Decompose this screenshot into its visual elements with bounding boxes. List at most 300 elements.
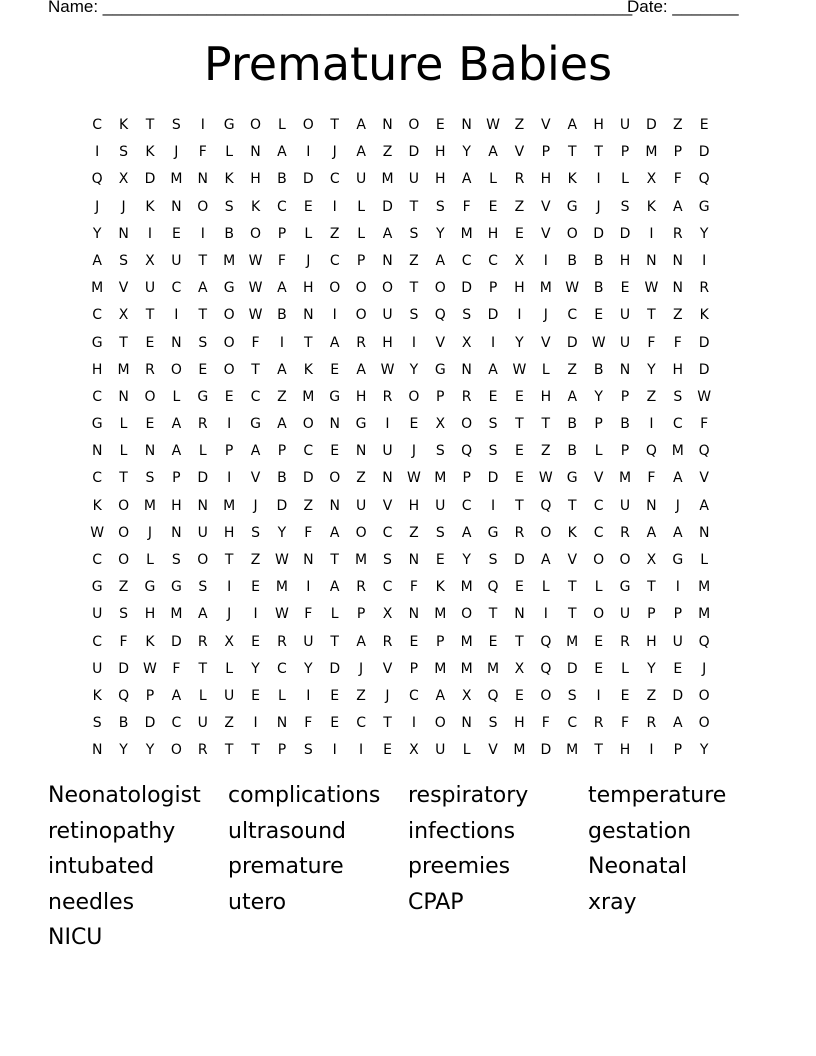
grid-letter: Y [304, 660, 313, 677]
grid-letter: E [251, 633, 260, 650]
grid-letter: G [434, 361, 446, 378]
grid-letter: P [673, 606, 683, 623]
grid-row [84, 656, 744, 683]
grid-letter: A [171, 443, 182, 460]
grid-letter: W [275, 606, 289, 623]
grid-letter: P [673, 144, 683, 161]
grid-letter: C [92, 388, 103, 405]
grid-letter: N [355, 443, 367, 460]
grid-letter: A [461, 524, 472, 541]
grid-letter: B [118, 715, 129, 732]
grid-letter: Z [329, 225, 340, 242]
grid-letter: F [277, 252, 286, 269]
grid-letter: Y [647, 361, 656, 378]
grid-letter: M [487, 660, 500, 677]
grid-letter: D [144, 171, 156, 188]
word-list-item: ultrasound [228, 818, 346, 844]
grid-letter: A [329, 334, 340, 351]
grid-letter: T [224, 742, 234, 759]
grid-letter: M [460, 633, 473, 650]
grid-letter: H [355, 388, 367, 405]
grid-letter: A [461, 171, 472, 188]
grid-letter: F [620, 715, 630, 732]
grid-letter: A [356, 117, 366, 133]
grid-letter: Q [540, 497, 552, 514]
grid-letter: S [488, 416, 498, 433]
grid-letter: O [540, 687, 552, 704]
grid-letter: U [619, 497, 631, 514]
grid-letter: L [621, 660, 629, 677]
grid-letter: N [171, 524, 182, 541]
grid-letter: M [223, 497, 236, 514]
grid-letter: T [145, 117, 155, 133]
grid-letter: S [620, 198, 630, 215]
grid-letter: L [119, 443, 128, 460]
grid-letter: Y [647, 660, 656, 677]
grid-letter: W [275, 552, 289, 568]
date-field-label: Date: _______ [627, 0, 739, 16]
grid-letter: E [145, 416, 155, 433]
grid-letter: W [565, 280, 580, 297]
grid-letter: V [541, 225, 551, 242]
grid-letter: O [197, 198, 209, 215]
grid-letter: O [593, 552, 605, 568]
grid-letter: A [382, 225, 393, 242]
grid-letter: K [250, 198, 261, 215]
grid-letter: P [620, 388, 630, 405]
grid-letter: J [121, 198, 126, 215]
grid-letter: I [279, 334, 284, 351]
grid-letter: L [198, 443, 207, 460]
grid-letter: L [198, 687, 207, 704]
grid-row [84, 166, 744, 193]
grid-letter: L [541, 361, 550, 378]
grid-letter: Q [487, 579, 499, 596]
grid-letter: Y [251, 660, 260, 677]
grid-letter: E [330, 715, 340, 732]
grid-letter: F [673, 171, 682, 188]
grid-letter: X [646, 171, 657, 188]
grid-letter: Z [514, 117, 525, 133]
grid-letter: S [488, 443, 498, 460]
grid-letter: U [619, 117, 631, 133]
grid-letter: R [620, 524, 630, 541]
grid-letter: T [567, 579, 577, 596]
grid-letter: S [435, 524, 445, 541]
grid-letter: M [434, 606, 447, 623]
grid-letter: Z [514, 198, 525, 215]
grid-letter: I [227, 416, 232, 433]
grid-letter: R [514, 171, 525, 188]
grid-letter: R [593, 715, 604, 732]
grid-letter: O [619, 552, 631, 568]
grid-letter: M [698, 606, 711, 623]
grid-letter: A [197, 606, 208, 623]
grid-letter: J [227, 606, 232, 623]
grid-letter: T [251, 742, 260, 759]
word-list-item: CPAP [408, 889, 464, 915]
grid-letter: E [171, 225, 181, 242]
grid-letter: Y [145, 742, 155, 759]
grid-letter: T [647, 579, 656, 596]
grid-letter: H [223, 524, 235, 541]
grid-letter: N [408, 606, 420, 623]
grid-letter: S [171, 117, 181, 133]
grid-letter: E [435, 552, 445, 568]
grid-letter: V [699, 470, 709, 487]
grid-letter: W [538, 470, 553, 487]
grid-letter: L [594, 579, 603, 596]
grid-letter: C [303, 443, 314, 460]
grid-letter: H [487, 225, 499, 242]
grid-letter: O [593, 606, 605, 623]
grid-letter: I [649, 742, 654, 759]
grid-letter: W [90, 524, 105, 541]
grid-letter: W [591, 334, 606, 351]
grid-letter: W [248, 280, 263, 297]
grid-letter: Z [250, 552, 261, 568]
grid-letter: P [620, 443, 630, 460]
word-list-item: Neonatologist [48, 783, 201, 808]
grid-letter: H [144, 606, 156, 623]
grid-letter: B [593, 252, 604, 269]
word-list-item: preemies [408, 854, 511, 880]
grid-letter: Y [594, 388, 603, 405]
grid-letter: T [515, 497, 524, 514]
grid-letter: E [330, 361, 340, 378]
grid-letter: R [197, 633, 208, 650]
grid-letter: D [170, 633, 182, 650]
grid-letter: P [356, 252, 366, 269]
grid-letter: B [277, 307, 287, 324]
grid-letter: T [119, 470, 128, 487]
grid-letter: N [144, 443, 156, 460]
grid-letter: C [488, 252, 498, 269]
grid-letter: O [698, 715, 710, 732]
grid-letter: O [223, 334, 235, 351]
grid-letter: C [382, 524, 393, 541]
grid-letter: C [92, 307, 103, 324]
grid-letter: G [566, 198, 578, 215]
grid-letter: T [383, 715, 392, 732]
header-line [48, 0, 739, 17]
grid-letter: A [197, 280, 208, 297]
grid-letter: Y [699, 742, 709, 759]
grid-letter: C [250, 388, 261, 405]
grid-letter: I [649, 416, 654, 433]
grid-letter: D [619, 225, 631, 242]
grid-letter: O [118, 497, 130, 514]
grid-letter: N [197, 497, 208, 514]
grid-row [84, 547, 744, 574]
grid-letter: V [593, 470, 604, 487]
grid-letter: N [171, 334, 182, 351]
grid-letter: A [567, 117, 578, 133]
grid-letter: N [461, 361, 472, 378]
grid-letter: R [197, 416, 208, 433]
grid-letter: E [488, 388, 498, 405]
grid-letter: I [200, 117, 205, 133]
grid-letter: X [409, 742, 419, 759]
grid-letter: P [436, 633, 445, 650]
word-list-item: intubated [48, 854, 155, 880]
grid-letter: C [92, 117, 103, 133]
grid-letter: M [302, 388, 315, 405]
grid-letter: J [174, 144, 179, 161]
grid-letter: D [329, 660, 341, 677]
grid-letter: S [119, 606, 129, 623]
grid-letter: B [567, 252, 578, 269]
grid-letter: I [675, 579, 680, 596]
word-list [48, 781, 768, 959]
grid-letter: Q [540, 633, 552, 650]
grid-letter: P [277, 225, 287, 242]
grid-letter: O [144, 388, 156, 405]
grid-letter: J [359, 660, 364, 677]
grid-letter: J [253, 497, 258, 514]
grid-letter: G [91, 334, 103, 351]
grid-letter: O [698, 687, 710, 704]
grid-letter: E [620, 687, 630, 704]
grid-letter: U [408, 171, 419, 188]
grid-letter: E [435, 117, 445, 133]
grid-letter: M [513, 742, 526, 759]
grid-letter: O [170, 361, 182, 378]
grid-letter: E [251, 687, 260, 704]
grid-letter: B [567, 416, 578, 433]
grid-letter: N [303, 307, 314, 324]
word-list-item: infections [408, 818, 516, 844]
grid-letter: O [250, 117, 262, 133]
grid-letter: O [118, 524, 130, 541]
grid-letter: Q [487, 687, 499, 704]
grid-letter: A [356, 633, 366, 650]
grid-letter: L [172, 388, 181, 405]
grid-letter: D [144, 715, 156, 732]
grid-letter: J [306, 252, 311, 269]
grid-letter: E [594, 307, 604, 324]
grid-letter: S [567, 687, 577, 704]
grid-letter: A [435, 687, 446, 704]
grid-letter: M [618, 470, 632, 487]
grid-letter: G [197, 388, 209, 405]
grid-letter: Q [91, 171, 103, 188]
puzzle-title: Premature Babies [203, 37, 613, 91]
grid-letter: Z [646, 388, 657, 405]
grid-letter: D [197, 470, 209, 487]
grid-letter: T [409, 280, 419, 297]
grid-letter: V [541, 198, 551, 215]
grid-letter: E [303, 198, 313, 215]
grid-letter: D [487, 307, 499, 324]
grid-letter: C [593, 497, 604, 514]
grid-letter: N [672, 252, 684, 269]
grid-letter: T [198, 660, 208, 677]
grid-letter: U [619, 334, 631, 351]
grid-letter: V [541, 117, 551, 133]
grid-letter: I [543, 606, 548, 623]
grid-letter: X [145, 252, 155, 269]
grid-letter: W [512, 361, 527, 378]
grid-letter: A [541, 552, 551, 568]
grid-letter: B [277, 470, 287, 487]
grid-letter: Z [356, 687, 366, 704]
grid-letter: F [198, 144, 207, 161]
grid-letter: X [382, 606, 393, 623]
grid-letter: O [355, 280, 367, 297]
grid-letter: M [381, 171, 394, 188]
grid-letter: N [118, 388, 129, 405]
grid-letter: X [646, 552, 657, 568]
grid-letter: E [224, 388, 234, 405]
grid-letter: H [540, 388, 552, 405]
grid-letter: I [702, 252, 707, 269]
grid-letter: C [171, 280, 182, 297]
grid-letter: G [672, 552, 684, 568]
grid-row [84, 248, 744, 275]
grid-letter: H [646, 633, 657, 650]
grid-letter: Q [698, 171, 710, 188]
grid-letter: H [514, 715, 525, 732]
grid-letter: A [488, 144, 498, 161]
grid-letter: O [223, 307, 235, 324]
word-list-item: gestation [588, 818, 692, 844]
grid-letter: Y [92, 225, 102, 242]
grid-letter: M [566, 633, 579, 650]
word-list-item: retinopathy [48, 818, 176, 844]
grid-letter: U [171, 252, 182, 269]
grid-letter: X [224, 633, 234, 650]
grid-letter: A [92, 252, 102, 269]
grid-letter: M [671, 443, 684, 460]
grid-letter: P [488, 280, 498, 297]
grid-letter: R [145, 361, 155, 378]
grid-letter: S [673, 388, 683, 405]
grid-letter: L [225, 144, 234, 161]
grid-letter: A [673, 470, 683, 487]
grid-letter: R [277, 633, 287, 650]
grid-letter: O [408, 388, 420, 405]
grid-letter: N [329, 497, 340, 514]
grid-letter: S [409, 307, 419, 324]
grid-letter: M [143, 497, 157, 514]
grid-letter: F [304, 606, 313, 623]
grid-letter: E [699, 117, 709, 133]
grid-row [84, 438, 744, 465]
grid-letter: U [619, 606, 631, 623]
grid-letter: A [277, 144, 287, 161]
grid-letter: E [515, 470, 524, 487]
grid-letter: Z [409, 252, 419, 269]
grid-letter: T [541, 416, 551, 433]
grid-letter: J [385, 687, 390, 704]
grid-letter: K [145, 144, 155, 161]
grid-letter: W [143, 660, 157, 677]
grid-letter: Z [303, 497, 314, 514]
grid-letter: X [461, 334, 472, 351]
grid-letter: C [356, 715, 366, 732]
grid-letter: R [620, 633, 630, 650]
grid-letter: N [303, 552, 314, 568]
grid-letter: B [593, 280, 604, 297]
grid-letter: T [515, 416, 524, 433]
grid-row [84, 275, 744, 302]
grid-letter: C [92, 552, 103, 568]
grid-letter: M [170, 171, 183, 188]
grid-letter: S [488, 715, 498, 732]
grid-letter: O [302, 117, 314, 133]
grid-letter: W [248, 307, 263, 324]
grid-letter: T [330, 552, 339, 568]
grid-letter: K [145, 633, 155, 650]
grid-letter: H [540, 171, 552, 188]
grid-letter: S [383, 552, 392, 568]
grid-letter: G [487, 524, 499, 541]
grid-letter: S [251, 524, 260, 541]
grid-letter: K [224, 171, 234, 188]
grid-letter: X [118, 171, 129, 188]
grid-row [84, 710, 744, 737]
grid-letter: L [594, 443, 603, 460]
grid-letter: J [95, 198, 100, 215]
grid-letter: O [355, 307, 367, 324]
grid-letter: K [92, 687, 102, 704]
grid-letter: P [172, 470, 181, 487]
grid-letter: O [118, 552, 130, 568]
grid-letter: G [329, 388, 341, 405]
grid-letter: P [277, 742, 287, 759]
grid-letter: D [593, 225, 604, 242]
grid-letter: R [197, 742, 208, 759]
grid-letter: I [306, 687, 311, 704]
grid-letter: I [95, 144, 100, 161]
grid-letter: A [329, 579, 340, 596]
grid-letter: Q [461, 443, 473, 460]
grid-row [84, 357, 744, 384]
grid-letter: Z [224, 715, 234, 732]
grid-letter: L [330, 606, 339, 623]
grid-letter: B [224, 225, 234, 242]
grid-letter: C [567, 715, 578, 732]
grid-letter: G [91, 416, 103, 433]
grid-letter: K [145, 198, 155, 215]
grid-letter: Y [409, 361, 419, 378]
grid-letter: D [276, 497, 288, 514]
grid-letter: E [145, 334, 155, 351]
grid-letter: I [411, 334, 416, 351]
grid-row [84, 302, 744, 329]
grid-letter: H [514, 280, 525, 297]
grid-letter: Q [698, 443, 710, 460]
grid-row [84, 520, 744, 547]
grid-letter: Z [672, 117, 683, 133]
grid-letter: Q [118, 687, 130, 704]
word-list-item: respiratory [408, 783, 529, 808]
grid-letter: A [171, 416, 182, 433]
grid-letter: N [514, 606, 525, 623]
grid-letter: D [646, 117, 657, 133]
grid-letter: T [594, 742, 603, 759]
grid-letter: P [145, 687, 155, 704]
grid-letter: K [699, 307, 709, 324]
grid-letter: T [567, 497, 577, 514]
grid-letter: V [435, 334, 446, 351]
grid-letter: N [461, 715, 472, 732]
grid-letter: O [223, 361, 235, 378]
grid-letter: T [304, 334, 313, 351]
grid-letter: A [356, 361, 366, 378]
grid-letter: P [594, 416, 603, 433]
